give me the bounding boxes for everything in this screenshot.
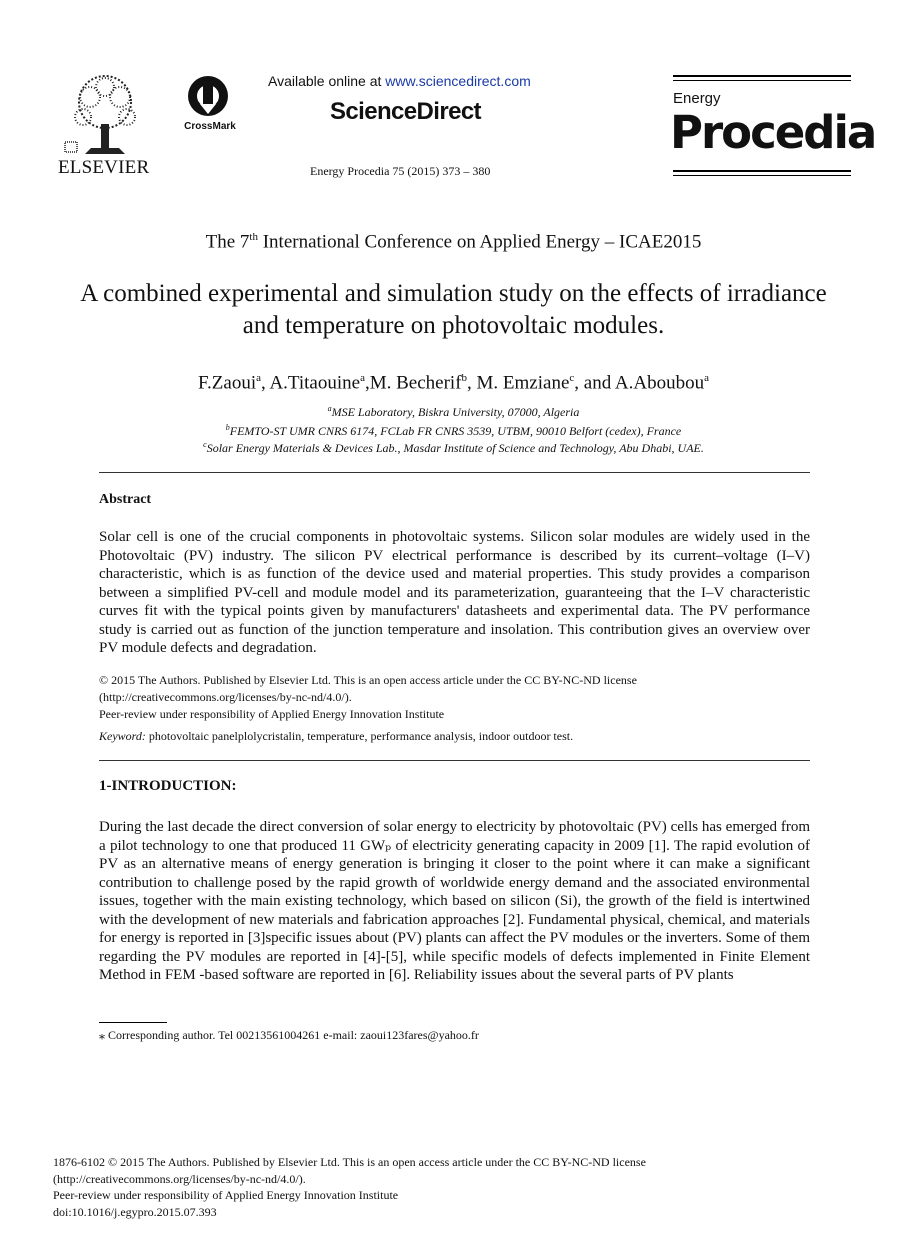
section-divider bbox=[99, 760, 810, 761]
section-divider bbox=[99, 472, 810, 473]
author-name: A.Aboubou bbox=[614, 372, 705, 394]
journal-logo-rule bbox=[673, 175, 851, 176]
introduction-text: During the last decade the direct conversion of solar energy to electricity by photovoltaic (PV) cells has emerged from a pilot technology to one that produced 11 GWₚ of electricity generating capacity in 2009 [1]. The rapid evolution of PV as an alternative means of energy generation is bringing it closer to the point where it can make a significant contribution to challenge posed by the rapid growth of worldwide energy demand and the associated environmental issues, together with the main existing technology, which based on silicon (Si), the growth of the field is intertwined with the development of new materials and fabrication approaches [2]. Fundamental physical, chemical, and materials for energy is reported in [3]specific issues about (PV) plants can affect the PV modules or the inverters. Some of them regarding the PV modules are reported in [4]-[5], while specific models of defects implemented in Finite Element Method in FEM -based software are reported in [6]. Reliability issues about the several parts of PV plants bbox=[99, 819, 810, 983]
keywords-line bbox=[99, 728, 810, 745]
keywords-text: photovoltaic panelplolycristalin, temperature, performance analysis, indoor outdoor test. bbox=[145, 729, 574, 743]
author-name: M. Emziane bbox=[476, 372, 570, 394]
author-affil-mark: a bbox=[256, 372, 261, 384]
author-separator: , bbox=[261, 372, 270, 394]
journal-logo-rule bbox=[673, 75, 851, 77]
conference-suffix: International Conference on Applied Energy – ICAE2015 bbox=[257, 231, 702, 253]
journal-logo-energy: Energy bbox=[673, 90, 721, 107]
license-block bbox=[99, 672, 810, 723]
author-name: F.Zaoui bbox=[197, 372, 257, 394]
paper-title: A combined experimental and simulation study on the effects of irradiance and temperature on photovoltaic modules. bbox=[80, 280, 827, 339]
footer-license-link[interactable]: (http://creativecommons.org/licenses/by-nc-nd/4.0/). bbox=[53, 1171, 306, 1186]
license-line: © 2015 The Authors. Published by Elsevier Ltd. This is an open access article under the CC BY-NC-ND license bbox=[99, 673, 637, 687]
footer-peer-review: Peer-review under responsibility of Applied Energy Innovation Institute bbox=[53, 1188, 399, 1202]
footnote-rule bbox=[99, 1022, 167, 1023]
author-affil-mark: b bbox=[461, 372, 468, 384]
journal-logo-procedia: Procedia bbox=[670, 106, 876, 159]
author-affil-mark: a bbox=[704, 372, 710, 384]
sciencedirect-wordmark: ScienceDirect bbox=[330, 98, 481, 125]
license-link[interactable]: (http://creativecommons.org/licenses/by-nc-nd/4.0/). bbox=[99, 690, 352, 704]
abstract-heading: Abstract bbox=[99, 492, 152, 507]
author-separator: , and bbox=[574, 372, 615, 394]
footer-issn-license: 1876-6102 © 2015 The Authors. Published by Elsevier Ltd. This is an open access article under the CC BY-NC-ND license bbox=[53, 1155, 646, 1169]
affiliation-text: FEMTO-ST UMR CNRS 6174, FCLab FR CNRS 3539, UTBM, 90010 Belfort (cedex), France bbox=[229, 424, 682, 438]
conference-ordinal: th bbox=[249, 231, 258, 243]
peer-review-note: Peer-review under responsibility of Applied Energy Innovation Institute bbox=[99, 707, 445, 721]
affiliation-mark: c bbox=[203, 440, 207, 449]
author-name: M. Becherif bbox=[369, 372, 462, 394]
keywords-label: Keyword: bbox=[99, 729, 146, 743]
sciencedirect-link[interactable]: www.sciencedirect.com bbox=[385, 73, 531, 89]
affiliation bbox=[0, 404, 907, 420]
author-separator: , bbox=[467, 372, 477, 394]
journal-logo-rule bbox=[673, 170, 851, 172]
affiliation-mark: b bbox=[225, 423, 230, 432]
publisher-name: ELSEVIER bbox=[58, 157, 150, 178]
footer-doi[interactable]: doi:10.1016/j.egypro.2015.07.393 bbox=[53, 1204, 217, 1219]
author-affil-mark: a bbox=[360, 372, 365, 384]
author-list bbox=[0, 372, 907, 394]
affiliation bbox=[0, 423, 907, 439]
author-affil-mark: c bbox=[569, 372, 575, 384]
author-name: A.Titaouine bbox=[269, 372, 361, 394]
journal-logo-rule bbox=[673, 80, 851, 81]
available-prefix: Available online at bbox=[268, 73, 386, 89]
affiliation-text: MSE Laboratory, Biskra University, 07000, Algeria bbox=[331, 405, 580, 419]
abstract-text: Solar cell is one of the crucial components in photovoltaic systems. Silicon solar modules are widely used in the Photovoltaic (PV) industry. The silicon PV electrical performance is described by its current–voltage (I–V) characteristic, which is as function of the device used and material properties. This study provides a comparison between a simplified PV-cell and module model and its parameterization, guaranteeing that the I–V characteristic curves fit with the typical points given by manufacturers' datasheets and experimental data. The PV performance study is carried out as function of the junction temperature and insolation. This contribution gives an overview over PV module defects and degradation. bbox=[99, 529, 810, 656]
availability-line bbox=[268, 73, 531, 89]
page-footer bbox=[53, 1154, 646, 1220]
conference-prefix: The 7 bbox=[205, 231, 250, 253]
corresponding-author-footnote: ⁎ Corresponding author. Tel 00213561004261 e-mail: zaoui123fares@yahoo.fr bbox=[99, 1028, 479, 1042]
svg-text:CrossMark: CrossMark bbox=[184, 121, 236, 132]
introduction-heading: 1-INTRODUCTION: bbox=[99, 778, 237, 794]
author-separator: , bbox=[364, 372, 370, 394]
journal-citation: Energy Procedia 75 (2015) 373 – 380 bbox=[310, 164, 491, 178]
affiliation-text: Solar Energy Materials & Devices Lab., Masdar Institute of Science and Technology, Abu Dhabi, UAE. bbox=[206, 441, 704, 455]
affiliation-mark: a bbox=[327, 404, 332, 413]
crossmark-icon[interactable] bbox=[182, 74, 238, 134]
conference-name bbox=[0, 231, 907, 253]
affiliation bbox=[0, 440, 907, 456]
